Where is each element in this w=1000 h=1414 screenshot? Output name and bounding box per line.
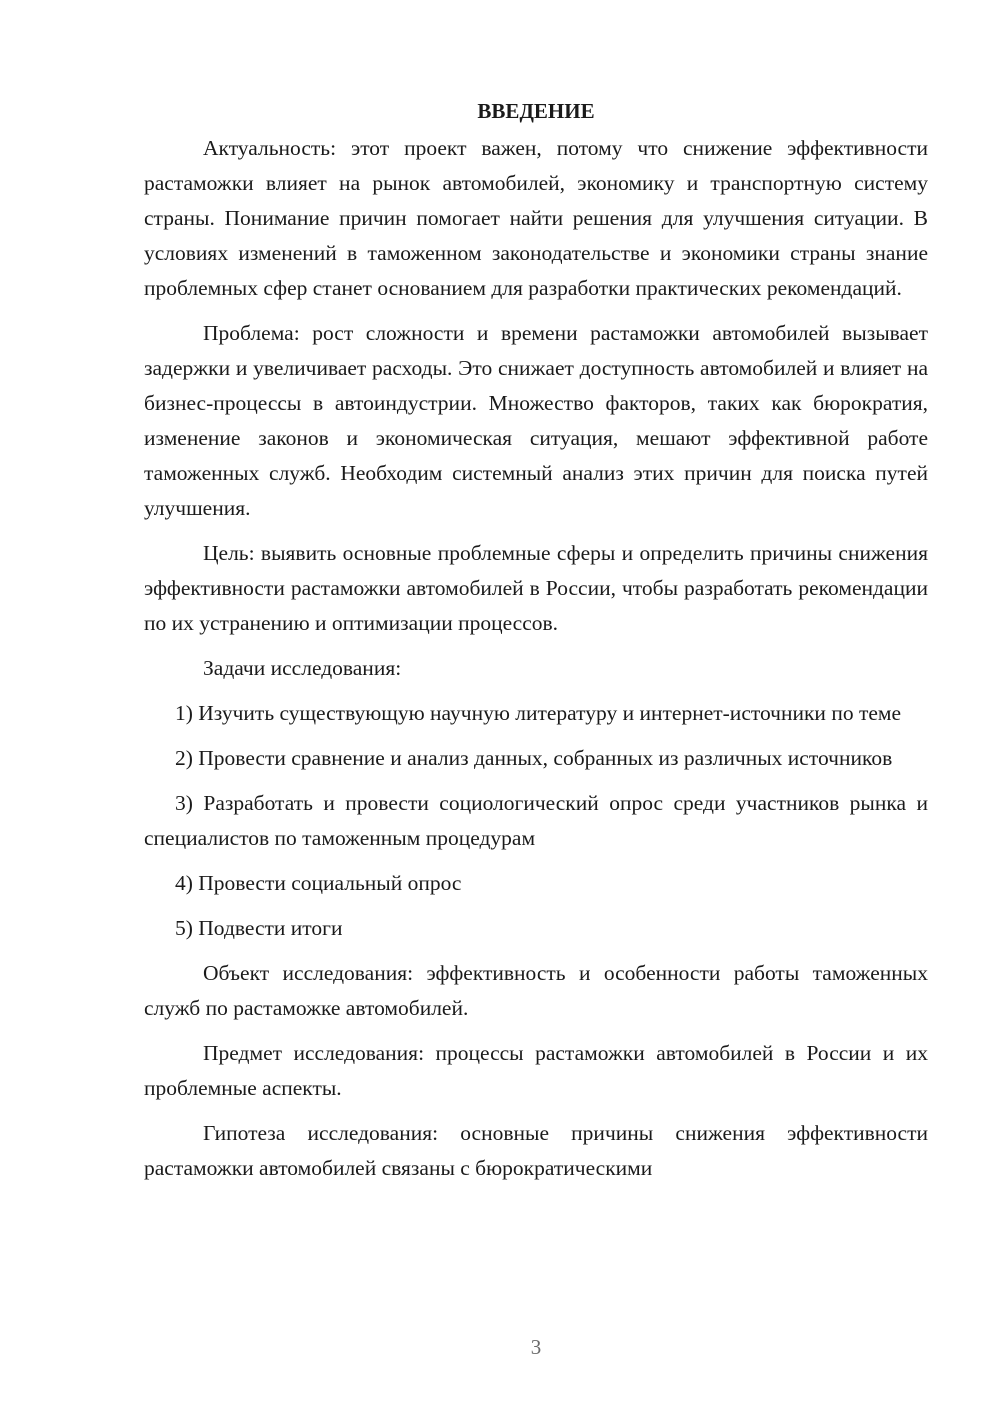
section-heading: ВВЕДЕНИЕ (477, 99, 595, 123)
paragraph-relevance: Актуальность: этот проект важен, потому что снижение эффективности растаможки влияет на рынок автомобилей, экономику и транспортную систему страны. Понимание причин помогает найти решения для улучшения ситуации. В условиях изменений в таможенном законодательстве и экономики страны знание проблемных сфер станет основанием для разработки практических рекомендаций. (144, 136, 928, 300)
paragraph-object: Объект исследования: эффективность и особенности работы таможенных служб по растаможке автомобилей. (144, 961, 928, 1020)
task-item-5: 5) Подвести итоги (175, 916, 343, 940)
task-item-1: 1) Изучить существующую научную литературу и интернет-источники по теме (175, 701, 902, 725)
paragraph-subject: Предмет исследования: процессы растаможки автомобилей в России и их проблемные аспекты. (144, 1041, 928, 1100)
paragraph-hypothesis: Гипотеза исследования: основные причины снижения эффективности растаможки автомобилей связаны с бюрократическими (144, 1121, 928, 1180)
task-item-4: 4) Провести социальный опрос (175, 871, 462, 895)
paragraph-tasks-title: Задачи исследования: (203, 656, 402, 680)
page-content (144, 94, 928, 1186)
task-item-2: 2) Провести сравнение и анализ данных, собранных из различных источников (175, 746, 893, 770)
paragraph-goal: Цель: выявить основные проблемные сферы и определить причины снижения эффективности растаможки автомобилей в России, чтобы разработать рекомендации по их устранению и оптимизации процессов. (144, 541, 928, 635)
paragraph-problem: Проблема: рост сложности и времени растаможки автомобилей вызывает задержки и увеличивает расходы. Это снижает доступность автомобилей и влияет на бизнес-процессы в автоиндустрии. Множество факторов, таких как бюрократия, изменение законов и экономическая ситуация, мешают эффективной работе таможенных служб. Необходим системный анализ этих причин для поиска путей улучшения. (144, 321, 928, 520)
page-number: 3 (530, 1335, 542, 1359)
task-item-3: 3) Разработать и провести социологический опрос среди участников рынка и специалистов по таможенным процедурам (144, 791, 928, 850)
